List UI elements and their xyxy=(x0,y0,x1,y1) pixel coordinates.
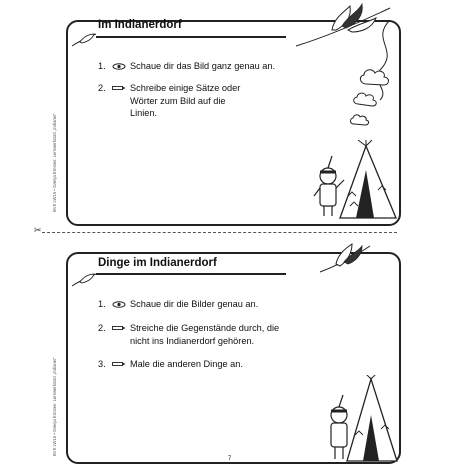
pencil-icon xyxy=(112,82,130,120)
title-underline xyxy=(96,36,286,38)
feather-left-icon xyxy=(70,32,98,48)
card-title: Dinge im Indianerdorf xyxy=(98,257,217,269)
task-number: 3. xyxy=(98,359,106,369)
task-text: Streiche die Gegenstände durch, die nicht ins Indianerdorf gehören. xyxy=(130,323,280,346)
task-text: Schaue dir die Bilder genau an. xyxy=(130,299,259,309)
cut-line xyxy=(42,232,397,233)
smoke-icon xyxy=(350,20,410,135)
card-title: Im Indianerdorf xyxy=(98,19,182,31)
task-item-2 xyxy=(98,322,300,347)
page-number: 7 xyxy=(228,456,232,462)
side-caption-bottom: BVK LW15 • Svenja Ernsten: Lernwerkstatt „Indianer“ xyxy=(52,357,57,456)
task-number: 2. xyxy=(98,323,106,333)
task-text: Male die anderen Dinge an. xyxy=(130,359,243,369)
task-item-2 xyxy=(98,82,250,120)
tipi-child-illustration xyxy=(325,375,400,465)
pencil-icon xyxy=(112,322,130,347)
scissors-icon: ✂ xyxy=(34,225,42,235)
task-item-1 xyxy=(98,60,360,73)
tipi-child-illustration xyxy=(308,140,403,225)
eye-icon xyxy=(112,60,130,73)
title-underline xyxy=(96,273,286,275)
task-number: 2. xyxy=(98,83,106,93)
feather-left-icon xyxy=(70,272,98,288)
task-number: 1. xyxy=(98,61,106,71)
side-caption-top: BVK LW15 • Svenja Ernsten: Lernwerkstatt „Indianer“ xyxy=(52,113,57,212)
task-item-3 xyxy=(98,358,360,371)
task-number: 1. xyxy=(98,299,106,309)
task-text: Schreibe einige Sätze oder Wörter zum Bild auf die Linien. xyxy=(130,83,241,118)
eye-icon xyxy=(112,298,130,311)
feather-decoration-icon xyxy=(318,242,373,276)
task-text: Schaue dir das Bild ganz genau an. xyxy=(130,61,276,71)
pencil-icon xyxy=(112,358,130,371)
task-item-1 xyxy=(98,298,360,311)
